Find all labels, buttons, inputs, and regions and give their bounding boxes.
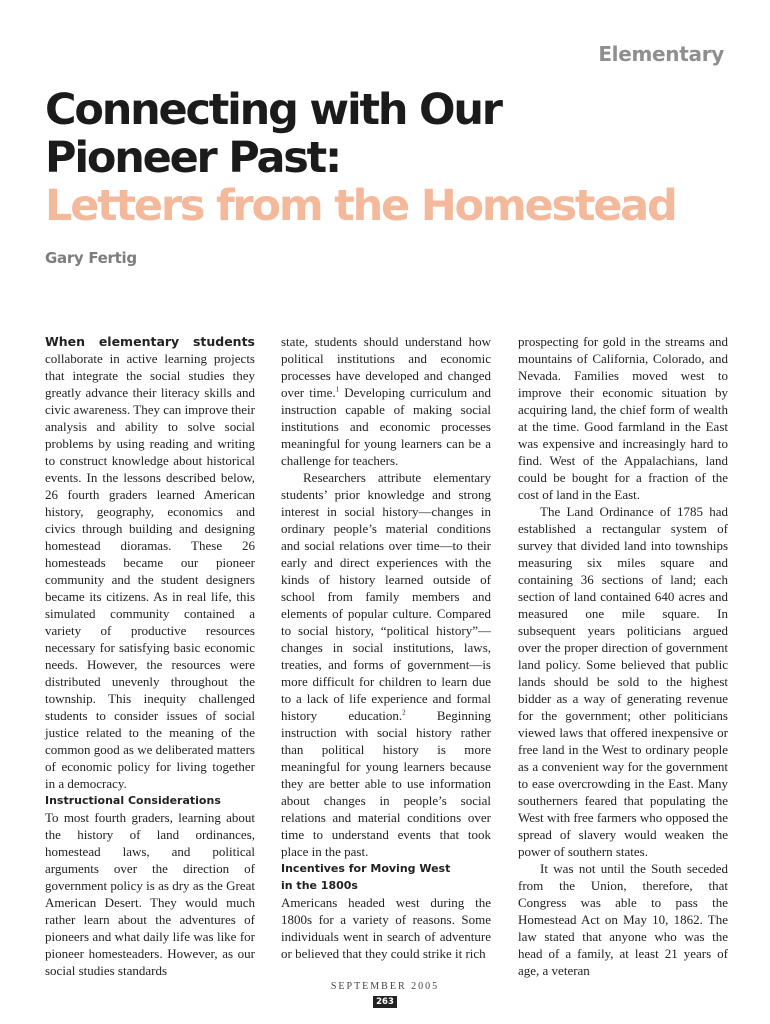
- section-heading: Instructional Considerations: [45, 794, 221, 807]
- title-line-1: Connecting with Our: [45, 85, 501, 135]
- author-byline: Gary Fertig: [45, 249, 137, 267]
- paragraph: [281, 333, 491, 469]
- footnote-marker: 1: [335, 385, 340, 394]
- article-column-1: [45, 333, 255, 979]
- article-column-2: [281, 333, 491, 962]
- paragraph: To most fourth graders, learning about the history of land ordinances, homestead laws, and political arguments over the direction of government policy is as dry as the Great American Desert. They would much rather learn about the adventures of pioneers and what daily life was like for pioneer homesteaders. However, as our social studies standards: [45, 810, 255, 978]
- issue-date: SEPTEMBER 2005: [330, 981, 440, 992]
- section-label: Elementary: [598, 42, 724, 66]
- lead-in: When elementary students: [45, 334, 255, 349]
- heading-line: Incentives for Moving West: [281, 862, 451, 875]
- article-title: [45, 86, 735, 230]
- title-line-2: Pioneer Past:: [45, 133, 341, 183]
- paragraph-text: collaborate in active learning projects that integrate the social studies they greatly advance their literacy skills and civic awareness. They can improve their analysis and ability to solve social problems by using reading and writing to construct knowledge about historical events. In the lessons described below, 26 fourth graders learned American history, geography, economics and civics through building and designing homestead dioramas. These 26 homesteads became our pioneer community and the student designers became its citizens. As in real life, this simulated community contained a variety of productive resources necessary for satisfying basic economic needs. However, the resources were distributed unevenly throughout the township. This inequity challenged students to consider issues of social justice related to the meaning of the common good as we deliberated matters of economic policy for living together in a democracy.: [45, 351, 255, 791]
- footnote-marker: 2: [402, 708, 406, 717]
- page-number: 263: [373, 996, 397, 1008]
- article-column-3: [518, 333, 728, 979]
- section-heading: [281, 860, 491, 894]
- paragraph-text: Beginning instruction with social history rather than political history is more meaningful for young learners because they are better able to use information about changes in people’s social relations and material conditions over time to understand events that took place in the past.: [281, 708, 491, 859]
- paragraph: The Land Ordinance of 1785 had established a rectangular system of survey that divided land into townships measuring six miles square and containing 36 sections of land; each section of land contained 640 acres and measured one mile square. In subsequent years politicians argued over the proper direction of government land policy. Some believed that public lands should be sold to the highest bidder as a way of generating revenue for the government; other politicians viewed laws that offered inexpensive or free land in the West to ordinary people as a convenient way for the government to ease overcrowding in the East. Many southerners feared that populating the West with free farmers who opposed the spread of slavery would weaken the power of southern states.: [518, 504, 728, 859]
- paragraph: prospecting for gold in the streams and mountains of California, Colorado, and Nevada. Families moved west to improve their economic situation by acquiring land, the chief form of wealth at the time. Good farmland in the East was expensive and increasingly hard to find. West of the Appalachians, land could be bought for a fraction of the cost of land in the East.: [518, 334, 728, 502]
- paragraph: [281, 469, 491, 860]
- paragraph: Americans headed west during the 1800s for a variety of reasons. Some individuals went in search of adventure or believed that they could strike it rich: [281, 895, 491, 961]
- heading-line: in the 1800s: [281, 879, 358, 892]
- paragraph-text: state, students should understand how political institutions and economic processes have developed and changed over time.: [281, 334, 491, 400]
- paragraph-text: Developing curriculum and instruction capable of making social institutions and economic processes meaningful for young learners can be a challenge for teachers.: [281, 385, 491, 468]
- article-subtitle: Letters from the Homestead: [45, 181, 676, 231]
- paragraph-text: Researchers attribute elementary students’ prior knowledge and strong interest in social history—changes in ordinary people’s material conditions and social relations over time—to their early and direct experiences with the kinds of history learned outside of school from family members and elements of popular culture. Compared to social history, “political history”—changes in social institutions, laws, treaties, and forms of government—is more difficult for children to learn due to a lack of life experience and formal history education.: [281, 470, 491, 723]
- paragraph: [45, 333, 255, 792]
- paragraph: It was not until the South seceded from the Union, therefore, that Congress was able to pass the Homestead Act on May 10, 1862. The law stated that anyone who was the head of a family, at least 21 years of age, a veteran: [518, 861, 728, 978]
